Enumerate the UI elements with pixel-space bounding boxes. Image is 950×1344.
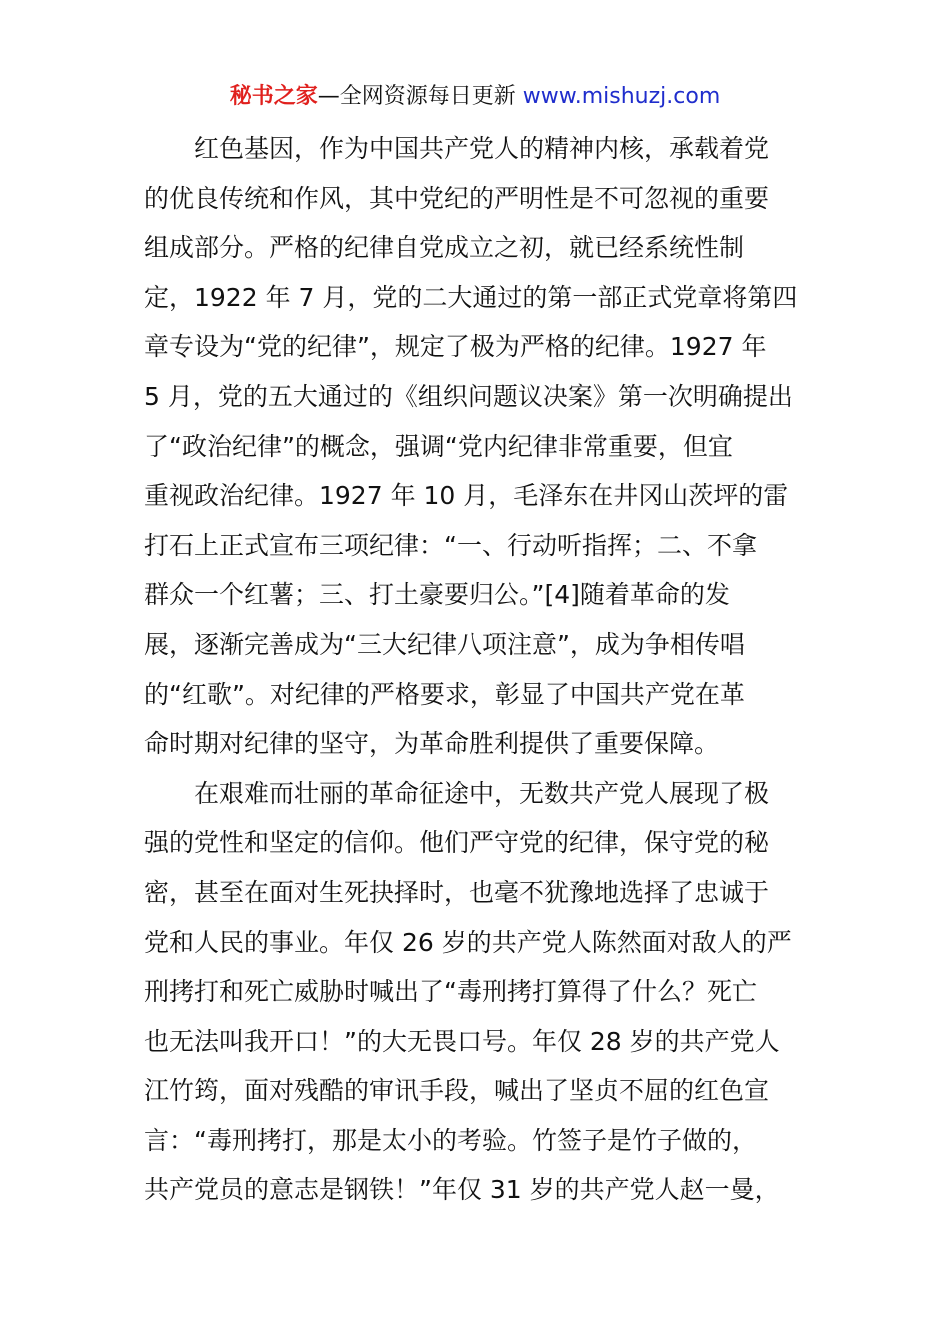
site-url-link[interactable]: www.mishuzj.com [522,84,721,109]
header-tagline: —全网资源每日更新 [317,84,523,109]
page-header [0,80,950,114]
article-body [144,124,808,1215]
paragraph-1: 红色基因，作为中国共产党人的精神内核，承载着党 的优良传统和作风，其中党纪的严明性是不可忽视的重要 组成部分。严格的纪律自党成立之初，就已经系统性制 定，1922 年 7 月，党的二大通过的第一部正式党章将第四 章专设为“党的纪律”，规定了极为严格的纪律。1927 年 5 月，党的五大通过的《组织问题议决案》第一次明确提出 了“政治纪律”的概念，强调“党内纪律非常重要，但宜 重视政治纪律。1927 年 10 月，毛泽东在井冈山茨坪的雷 打石上正式宣布三项纪律：“一、行动听指挥；二、不拿 群众一个红薯；三、打土豪要归公。”[4]随着革命的发 展，逐渐完善成为“三大纪律八项注意”，成为争相传唱 的“红歌”。对纪律的严格要求，彰显了中国共产党在革 命时期对纪律的坚守，为革命胜利提供了重要保障。 [144,134,798,759]
brand-name: 秘书之家 [229,84,318,109]
paragraph-2: 在艰难而壮丽的革命征途中，无数共产党人展现了极 强的党性和坚定的信仰。他们严守党的纪律，保守党的秘 密，甚至在面对生死抉择时，也毫不犹豫地选择了忠诚于 党和人民的事业。年仅 26 岁的共产党人陈然面对敌人的严 刑拷打和死亡威胁时喊出了“毒刑拷打算得了什么？死亡 也无法叫我开口！”的大无畏口号。年仅 28 岁的共产党人 江竹筠，面对残酷的审讯手段，喊出了坚贞不屈的红色宣 言：“毒刑拷打，那是太小的考验。竹签子是竹子做的， 共产党员的意志是钢铁！”年仅 31 岁的共产党人赵一曼， [144,778,792,1205]
